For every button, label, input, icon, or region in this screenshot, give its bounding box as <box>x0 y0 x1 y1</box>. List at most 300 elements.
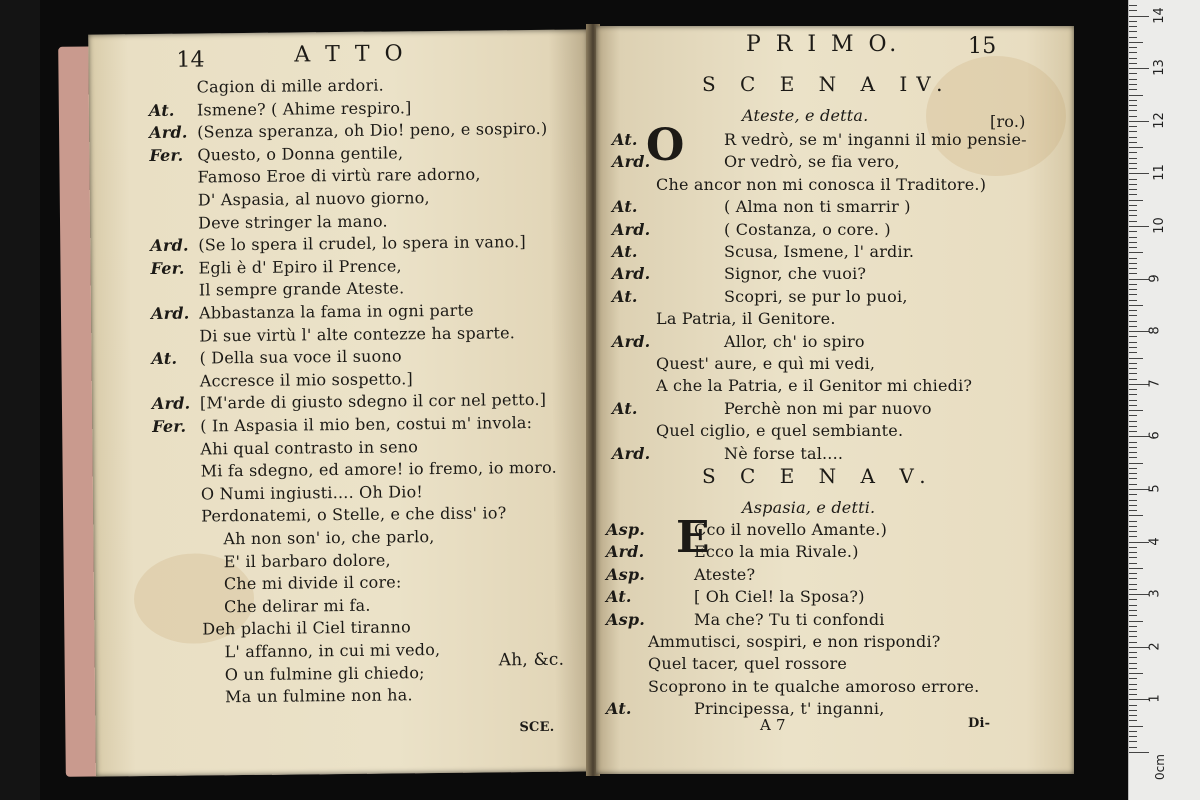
ruler-tick <box>1129 268 1137 269</box>
line-text: Signor, che vuoi? <box>724 264 867 284</box>
ruler-tick <box>1129 210 1137 211</box>
ruler-tick <box>1129 573 1137 574</box>
ruler-tick <box>1129 536 1137 537</box>
ruler-tick <box>1129 500 1137 501</box>
ruler-tick <box>1129 152 1137 153</box>
running-head: P R I M O. <box>746 32 901 57</box>
line-text: Mi fa sdegno, ed amore! io fremo, io moro. <box>200 457 557 481</box>
ruler-tick <box>1129 468 1137 469</box>
ruler-tick <box>1129 531 1137 532</box>
ruler-tick <box>1129 689 1137 690</box>
play-line <box>198 211 388 232</box>
line-text: [M'arde di giusto sdegno il cor nel petto.] <box>199 390 547 413</box>
ruler-tick <box>1129 52 1137 53</box>
play-line <box>152 413 532 436</box>
line-text: L' affanno, in cui mi vedo, <box>224 639 441 662</box>
play-line <box>224 573 402 594</box>
ruler-tick <box>1129 10 1137 11</box>
line-text: O un fulmine gli chiedo; <box>224 662 425 684</box>
line-text: O Numi ingiusti.... Oh Dio! <box>200 481 424 504</box>
ruler-tick <box>1129 589 1137 590</box>
play-line <box>151 347 401 369</box>
play-line <box>225 685 413 706</box>
ruler-tick <box>1129 478 1137 479</box>
ruler-tick <box>1129 294 1137 295</box>
speaker-label: Ard. <box>606 542 645 562</box>
ruler-tick <box>1129 568 1143 569</box>
ruler-tick <box>1129 352 1137 353</box>
ruler-tick <box>1129 200 1143 201</box>
ruler-tick <box>1129 457 1137 458</box>
catchword: SCE. <box>519 719 555 736</box>
play-line <box>223 527 434 548</box>
ruler-tick <box>1129 42 1143 43</box>
ruler-tick <box>1129 494 1137 495</box>
line-text: Egli è d' Epiro il Prence, <box>198 256 402 278</box>
line-text: Che delirar mi fa. <box>224 595 371 617</box>
play-line <box>606 520 887 539</box>
speaker-label: Fer. <box>152 416 187 436</box>
ruler-tick <box>1129 373 1137 374</box>
ruler-tick <box>1129 89 1137 90</box>
ruler-number: 8 <box>1147 326 1163 335</box>
speaker-label: Ard. <box>612 219 651 239</box>
play-line <box>151 301 474 323</box>
ruler-tick <box>1129 252 1143 253</box>
ruler-tick <box>1129 447 1137 448</box>
line-text: [ Oh Ciel! la Sposa?) <box>694 587 865 607</box>
line-text: Il sempre grande Ateste. <box>198 278 405 300</box>
play-line <box>612 444 843 463</box>
line-text: Accresce il mio sospetto.] <box>199 369 414 391</box>
ruler-tick <box>1129 47 1137 48</box>
play-line <box>149 143 403 165</box>
play-line <box>612 332 865 351</box>
play-line <box>150 232 526 255</box>
line-text: Cagion di mille ardori. <box>196 75 384 97</box>
play-line <box>612 264 866 283</box>
ruler-tick <box>1129 515 1143 516</box>
ruler-tick <box>1129 205 1137 206</box>
play-line <box>648 632 941 651</box>
speaker-label: At. <box>612 197 638 217</box>
line-text: Deh plachi il Ciel tiranno <box>202 617 412 639</box>
ruler-number: 14 <box>1151 6 1167 24</box>
ruler-tick <box>1129 484 1137 485</box>
line-text: Perdonatemi, o Stelle, e che diss' io? <box>201 503 507 526</box>
play-line <box>224 596 371 617</box>
play-line <box>152 390 546 413</box>
line-text: Deve stringer la mano. <box>198 211 388 233</box>
ruler-unit: 0cm <box>1152 754 1167 780</box>
ruler-number: 1 <box>1147 694 1163 704</box>
ruler-tick <box>1129 215 1137 216</box>
ruler-tick <box>1129 605 1137 606</box>
play-line <box>656 175 986 194</box>
line-text: Di sue virtù l' alte contezze ha sparte. <box>199 322 516 346</box>
speaker-label: Ard. <box>612 152 651 172</box>
page-number: 15 <box>968 34 997 59</box>
line-text: Cco il novello Amante.) <box>694 520 888 539</box>
line-text: Perchè non mi par nuovo <box>724 398 932 418</box>
ruler-tick <box>1129 163 1137 164</box>
play-line <box>656 309 836 328</box>
page-number: 14 <box>176 47 205 73</box>
ruler-tick <box>1129 684 1137 685</box>
ruler-tick <box>1129 179 1137 180</box>
play-line <box>612 399 932 418</box>
ruler-tick <box>1129 405 1137 406</box>
ruler-tick <box>1129 421 1137 422</box>
ruler-tick <box>1129 557 1137 558</box>
ruler-tick <box>1129 158 1137 159</box>
line-text: Ecco la mia Rivale.) <box>694 542 859 562</box>
ruler-tick <box>1129 647 1149 648</box>
speaker-label: Ard. <box>612 331 651 351</box>
ruler-tick <box>1129 289 1137 290</box>
line-text: Ma che? Tu ti confondi <box>694 609 885 629</box>
play-line <box>199 323 515 345</box>
line-text: La Patria, il Genitore. <box>656 309 836 329</box>
play-line <box>225 663 425 684</box>
ruler-number: 4 <box>1147 536 1163 546</box>
speaker-label: Ard. <box>612 443 651 463</box>
play-line <box>224 550 391 571</box>
running-head: A T T O <box>294 41 407 68</box>
ruler-tick <box>1129 473 1137 474</box>
play-line <box>606 610 885 629</box>
ruler-tick <box>1129 347 1137 348</box>
ruler-tick <box>1129 147 1143 148</box>
ruler-tick <box>1129 436 1149 437</box>
speaker-label: At. <box>612 398 638 418</box>
ruler-tick <box>1129 636 1137 637</box>
ruler-tick <box>1129 284 1137 285</box>
ruler-tick <box>1129 137 1137 138</box>
ruler-tick <box>1129 331 1149 332</box>
ruler-tick <box>1129 599 1137 600</box>
aside-end: Ah, &c. <box>498 649 565 671</box>
play-line <box>202 618 411 639</box>
ruler-tick <box>1129 105 1137 106</box>
line-text: Ahi qual contrasto in seno <box>200 436 419 459</box>
play-line <box>606 565 755 584</box>
speaker-label: Fer. <box>150 258 185 278</box>
line-text: Scoprono in te qualche amoroso errore. <box>648 676 980 696</box>
play-line <box>612 242 914 261</box>
ruler-tick <box>1129 668 1137 669</box>
line-text: (Se lo spera il crudel, lo spera in vano.] <box>198 232 526 255</box>
speaker-label: At. <box>612 286 638 306</box>
ruler-tick <box>1129 315 1137 316</box>
speaker-label: Ard. <box>149 122 188 143</box>
ruler-tick <box>1129 747 1137 748</box>
speaker-label: Ard. <box>151 393 191 414</box>
ruler-tick <box>1129 720 1137 721</box>
line-text: Quel ciglio, e quel sembiante. <box>656 421 904 441</box>
ruler-tick <box>1129 121 1149 122</box>
play-line <box>198 165 481 187</box>
ruler-tick <box>1129 84 1137 85</box>
speaker-label: Asp. <box>606 609 645 629</box>
left-page <box>88 29 596 776</box>
ruler-tick <box>1129 231 1137 232</box>
play-line <box>606 699 885 718</box>
ruler-tick <box>1129 394 1137 395</box>
line-text: A che la Patria, e il Genitor mi chiedi? <box>656 376 973 396</box>
line-text: ( Della sua voce il suono <box>199 346 402 368</box>
ruler-tick <box>1129 578 1137 579</box>
play-line <box>648 654 847 673</box>
ruler-tick <box>1129 68 1149 69</box>
ruler-tick <box>1129 142 1137 143</box>
ruler-number: 13 <box>1151 59 1167 76</box>
ruler-tick <box>1129 542 1149 543</box>
ruler-tick <box>1129 463 1143 464</box>
ruler-tick <box>1129 752 1149 753</box>
ruler-tick <box>1129 336 1137 337</box>
speaker-label: Ard. <box>150 303 190 323</box>
line-text: Che ancor non mi conosca il Traditore.) <box>656 174 987 194</box>
line-text: (Senza speranza, oh Dio! peno, e sospiro.) <box>197 119 548 142</box>
ruler-tick <box>1129 673 1143 674</box>
speaker-label: At. <box>148 100 175 120</box>
play-line <box>200 369 413 390</box>
line-text: Questo, o Donna gentile, <box>197 143 404 165</box>
ruler-number: 5 <box>1147 484 1163 493</box>
ruler-tick <box>1129 389 1137 390</box>
ruler-tick <box>1129 247 1137 248</box>
ruler-tick <box>1129 273 1137 274</box>
scene-characters: Aspasia, e detti. <box>742 498 876 517</box>
ruler-tick <box>1129 110 1137 111</box>
play-line <box>150 256 401 278</box>
ruler-tick <box>1129 363 1137 364</box>
ruler-tick <box>1129 189 1137 190</box>
ruler-tick <box>1129 410 1143 411</box>
line-text: ( In Aspasia il mio ben, costui m' invola: <box>200 413 533 436</box>
ruler-tick <box>1129 715 1137 716</box>
ruler-tick <box>1129 726 1143 727</box>
play-line <box>224 640 440 661</box>
line-text: Famoso Eroe di virtù rare adorno, <box>197 164 481 187</box>
ruler-tick <box>1129 621 1143 622</box>
speaker-label: At. <box>606 699 632 719</box>
ruler-number: 7 <box>1147 379 1163 388</box>
ruler-tick <box>1129 126 1137 127</box>
ruler-tick <box>1129 642 1137 643</box>
play-line <box>606 542 859 561</box>
line-text: R vedrò, se m' inganni il mio pensie- <box>724 130 1027 149</box>
line-text: Abbastanza la fama in ogni parte <box>198 300 474 323</box>
play-line <box>648 677 979 696</box>
play-line <box>201 482 423 503</box>
ruler-tick <box>1129 184 1137 185</box>
ruler-number: 9 <box>1147 273 1163 283</box>
ruler-tick <box>1129 705 1137 706</box>
play-line <box>149 119 547 142</box>
line-text: Ismene? ( Ahime respiro.] <box>196 97 412 120</box>
play-line <box>201 504 506 526</box>
speaker-label: Fer. <box>149 145 184 165</box>
ruler-tick <box>1129 237 1137 238</box>
play-line <box>612 130 1027 149</box>
ruler-tick <box>1129 526 1137 527</box>
ruler-tick <box>1129 610 1137 611</box>
ruler-tick <box>1129 657 1137 658</box>
drop-cap-o: O <box>646 120 685 171</box>
catchword: Di- <box>968 716 991 731</box>
ruler-tick <box>1129 63 1137 64</box>
ruler-tick <box>1129 100 1137 101</box>
ruler-tick <box>1129 400 1137 401</box>
ruler-tick <box>1129 741 1137 742</box>
ruler-tick <box>1129 594 1149 595</box>
line-text: Quel tacer, quel rossore <box>648 654 848 674</box>
ruler-tick <box>1129 694 1137 695</box>
drop-cap-e: E <box>676 512 710 563</box>
play-line <box>198 188 430 209</box>
ruler-tick <box>1129 116 1137 117</box>
play-line <box>197 76 384 97</box>
ruler-tick <box>1129 310 1137 311</box>
speaker-label: At. <box>606 587 632 607</box>
ruler-number: 11 <box>1151 164 1167 182</box>
ruler-tick <box>1129 31 1137 32</box>
ruler-tick <box>1129 631 1137 632</box>
ruler-tick <box>1129 300 1137 301</box>
ruler-tick <box>1129 5 1137 6</box>
speaker-label: Ard. <box>150 235 189 256</box>
play-line <box>656 354 875 373</box>
ruler-tick <box>1129 21 1137 22</box>
ruler-tick <box>1129 342 1137 343</box>
ruler-tick <box>1129 652 1137 653</box>
line-overflow: [ro.) <box>990 112 1026 131</box>
speaker-label: Asp. <box>606 520 645 539</box>
ruler-number: 2 <box>1147 642 1163 651</box>
play-line <box>606 587 865 606</box>
ruler-tick <box>1129 358 1143 359</box>
ruler-number: 6 <box>1147 431 1163 441</box>
ruler-tick <box>1129 731 1137 732</box>
ruler-tick <box>1129 384 1149 385</box>
ruler-tick <box>1129 678 1137 679</box>
line-text: Ah non son' io, che parlo, <box>223 527 435 549</box>
ruler-tick <box>1129 279 1149 280</box>
play-line <box>149 98 412 120</box>
speaker-label: At. <box>151 348 178 369</box>
ruler-tick <box>1129 168 1137 169</box>
right-page <box>596 26 1074 774</box>
ruler-tick <box>1129 489 1149 490</box>
ruler-tick <box>1129 521 1137 522</box>
ruler-tick <box>1129 242 1137 243</box>
scene-characters: Ateste, e detta. <box>742 106 869 125</box>
signature-mark: A 7 <box>760 716 786 734</box>
line-text: Scopri, se pur lo puoi, <box>724 286 908 306</box>
ruler-tick <box>1129 95 1143 96</box>
play-line <box>199 279 405 300</box>
line-text: Principessa, t' inganni, <box>694 699 885 719</box>
ruler-number: 12 <box>1151 112 1167 129</box>
ruler-tick <box>1129 263 1137 264</box>
line-text: Scusa, Ismene, l' ardir. <box>724 242 915 261</box>
ruler-tick <box>1129 431 1137 432</box>
ruler-tick <box>1129 442 1137 443</box>
ruler-tick <box>1129 626 1137 627</box>
play-line <box>612 220 891 239</box>
ruler-number: 10 <box>1151 217 1167 234</box>
ruler-tick <box>1129 131 1137 132</box>
speaker-label: At. <box>612 242 638 261</box>
line-text: Nè forse tal.... <box>724 443 844 463</box>
line-text: Che mi divide il core: <box>223 572 402 594</box>
play-line <box>612 197 911 216</box>
play-line <box>656 421 903 440</box>
ruler-tick <box>1129 305 1143 306</box>
scene-heading: S C E N A IV. <box>702 72 952 96</box>
play-line <box>200 437 418 458</box>
ruler-tick <box>1129 563 1137 564</box>
speaker-label: At. <box>612 130 638 149</box>
ruler-tick <box>1129 73 1137 74</box>
ruler-tick <box>1129 552 1137 553</box>
ruler-tick <box>1129 226 1149 227</box>
ruler-tick <box>1129 16 1149 17</box>
ruler-tick <box>1129 426 1137 427</box>
ruler-tick <box>1129 452 1137 453</box>
ruler-tick <box>1129 79 1137 80</box>
ruler-tick <box>1129 710 1137 711</box>
ruler-tick <box>1129 510 1137 511</box>
ruler-tick <box>1129 321 1137 322</box>
ruler-tick <box>1129 37 1137 38</box>
ruler-tick <box>1129 505 1137 506</box>
ruler-tick <box>1129 326 1137 327</box>
scene-heading: S C E N A V. <box>702 464 935 488</box>
ruler-tick <box>1129 221 1137 222</box>
line-text: Ammutisci, sospiri, e non rispondi? <box>648 632 941 651</box>
ruler-tick <box>1129 194 1137 195</box>
play-line <box>656 376 972 395</box>
ruler-tick <box>1129 736 1137 737</box>
ruler-tick <box>1129 663 1137 664</box>
speaker-label: Ard. <box>612 264 651 284</box>
ruler-tick <box>1129 615 1137 616</box>
ruler-tick <box>1129 699 1149 700</box>
line-text: Ateste? <box>694 564 756 584</box>
ruler-tick <box>1129 584 1137 585</box>
line-text: Or vedrò, se fia vero, <box>724 152 900 172</box>
play-line <box>201 458 557 481</box>
line-text: Allor, ch' io spiro <box>724 331 865 351</box>
speaker-label: Asp. <box>606 564 645 584</box>
line-text: D' Aspasia, al nuovo giorno, <box>197 188 430 210</box>
line-text: ( Alma non ti smarrir ) <box>724 197 911 217</box>
play-line <box>612 152 900 171</box>
ruler-tick <box>1129 173 1149 174</box>
line-text: E' il barbaro dolore, <box>223 550 391 571</box>
line-text: Ma un fulmine non ha. <box>224 685 413 707</box>
ruler-tick <box>1129 547 1137 548</box>
line-text: ( Costanza, o core. ) <box>724 219 891 239</box>
ruler-tick <box>1129 415 1137 416</box>
ruler-tick <box>1129 379 1137 380</box>
line-text: Quest' aure, e quì mi vedi, <box>656 354 876 373</box>
play-line <box>612 287 908 306</box>
ruler-tick <box>1129 258 1137 259</box>
